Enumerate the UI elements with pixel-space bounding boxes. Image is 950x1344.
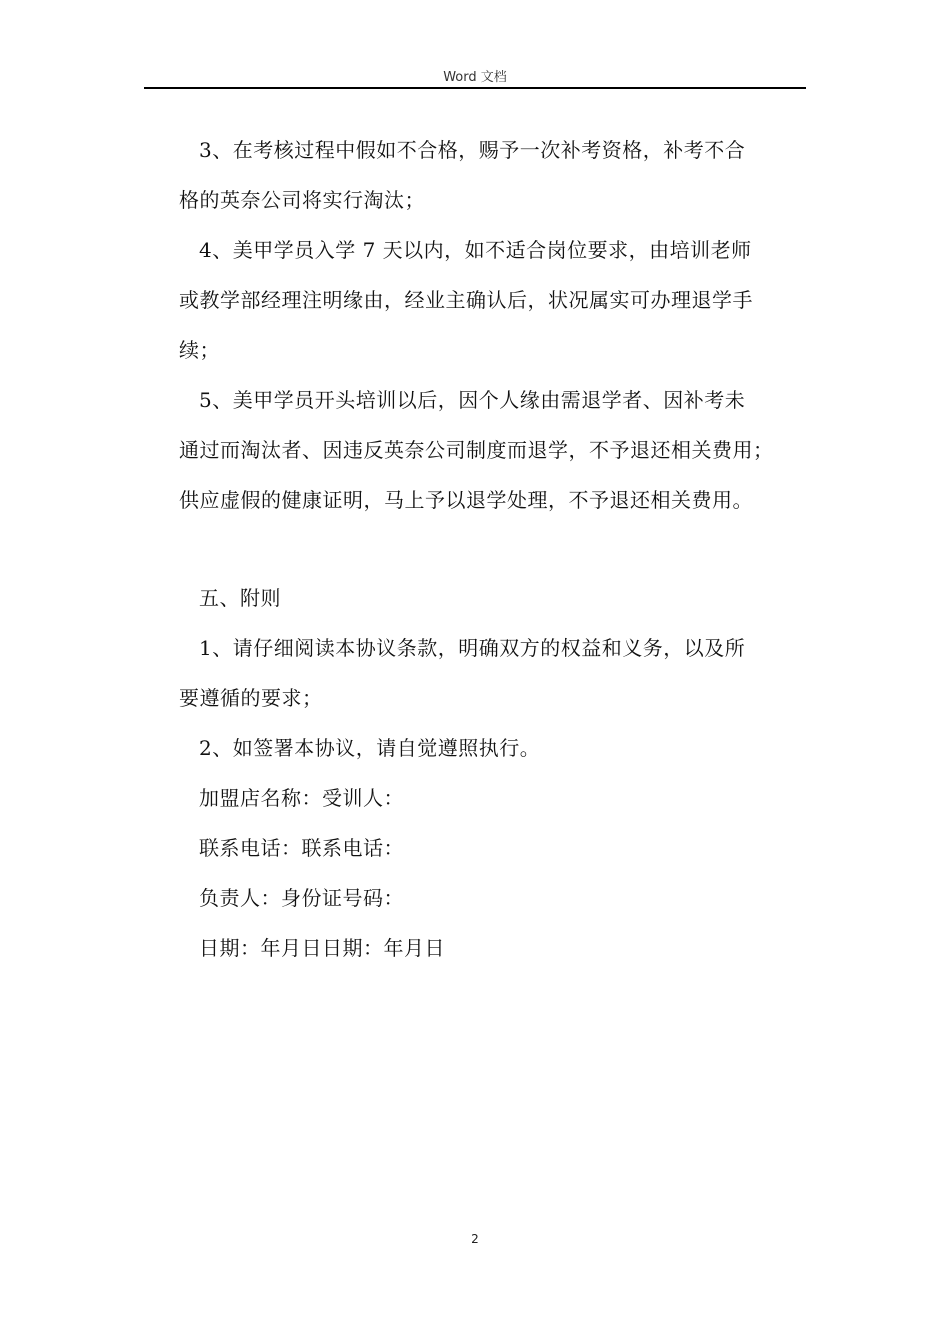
paragraph-line: 4、美甲学员入学 7 天以内，如不适合岗位要求，由培训老师 — [199, 238, 752, 262]
signature-field-line: 负责人：身份证号码： — [199, 886, 404, 910]
signature-field-line: 联系电话：联系电话： — [199, 836, 404, 860]
signature-field-line: 加盟店名称：受训人： — [199, 786, 404, 810]
paragraph-line: 1、请仔细阅读本协议条款，明确双方的权益和义务，以及所 — [199, 636, 746, 660]
paragraph-line: 供应虚假的健康证明，马上予以退学处理，不予退还相关费用。 — [179, 488, 753, 512]
paragraph-line: 格的英奈公司将实行淘汰； — [179, 188, 425, 212]
paragraph-line: 或教学部经理注明缘由，经业主确认后，状况属实可办理退学手 — [179, 288, 753, 312]
paragraph-line: 通过而淘汰者、因违反英奈公司制度而退学，不予退还相关费用； — [179, 438, 774, 462]
page-header: Word 文档 — [443, 70, 507, 85]
paragraph-line: 2、如签署本协议，请自觉遵照执行。 — [199, 736, 541, 760]
paragraph-line: 5、美甲学员开头培训以后，因个人缘由需退学者、因补考未 — [199, 388, 746, 412]
section-heading: 五、附则 — [199, 586, 281, 610]
paragraph-line: 要遵循的要求； — [179, 686, 323, 710]
paragraph-line: 续； — [179, 338, 220, 362]
signature-field-line: 日期：年月日日期：年月日 — [199, 936, 445, 960]
paragraph-line: 3、在考核过程中假如不合格，赐予一次补考资格，补考不合 — [199, 138, 746, 162]
page-number: 2 — [471, 1232, 479, 1246]
header-divider — [144, 87, 806, 89]
